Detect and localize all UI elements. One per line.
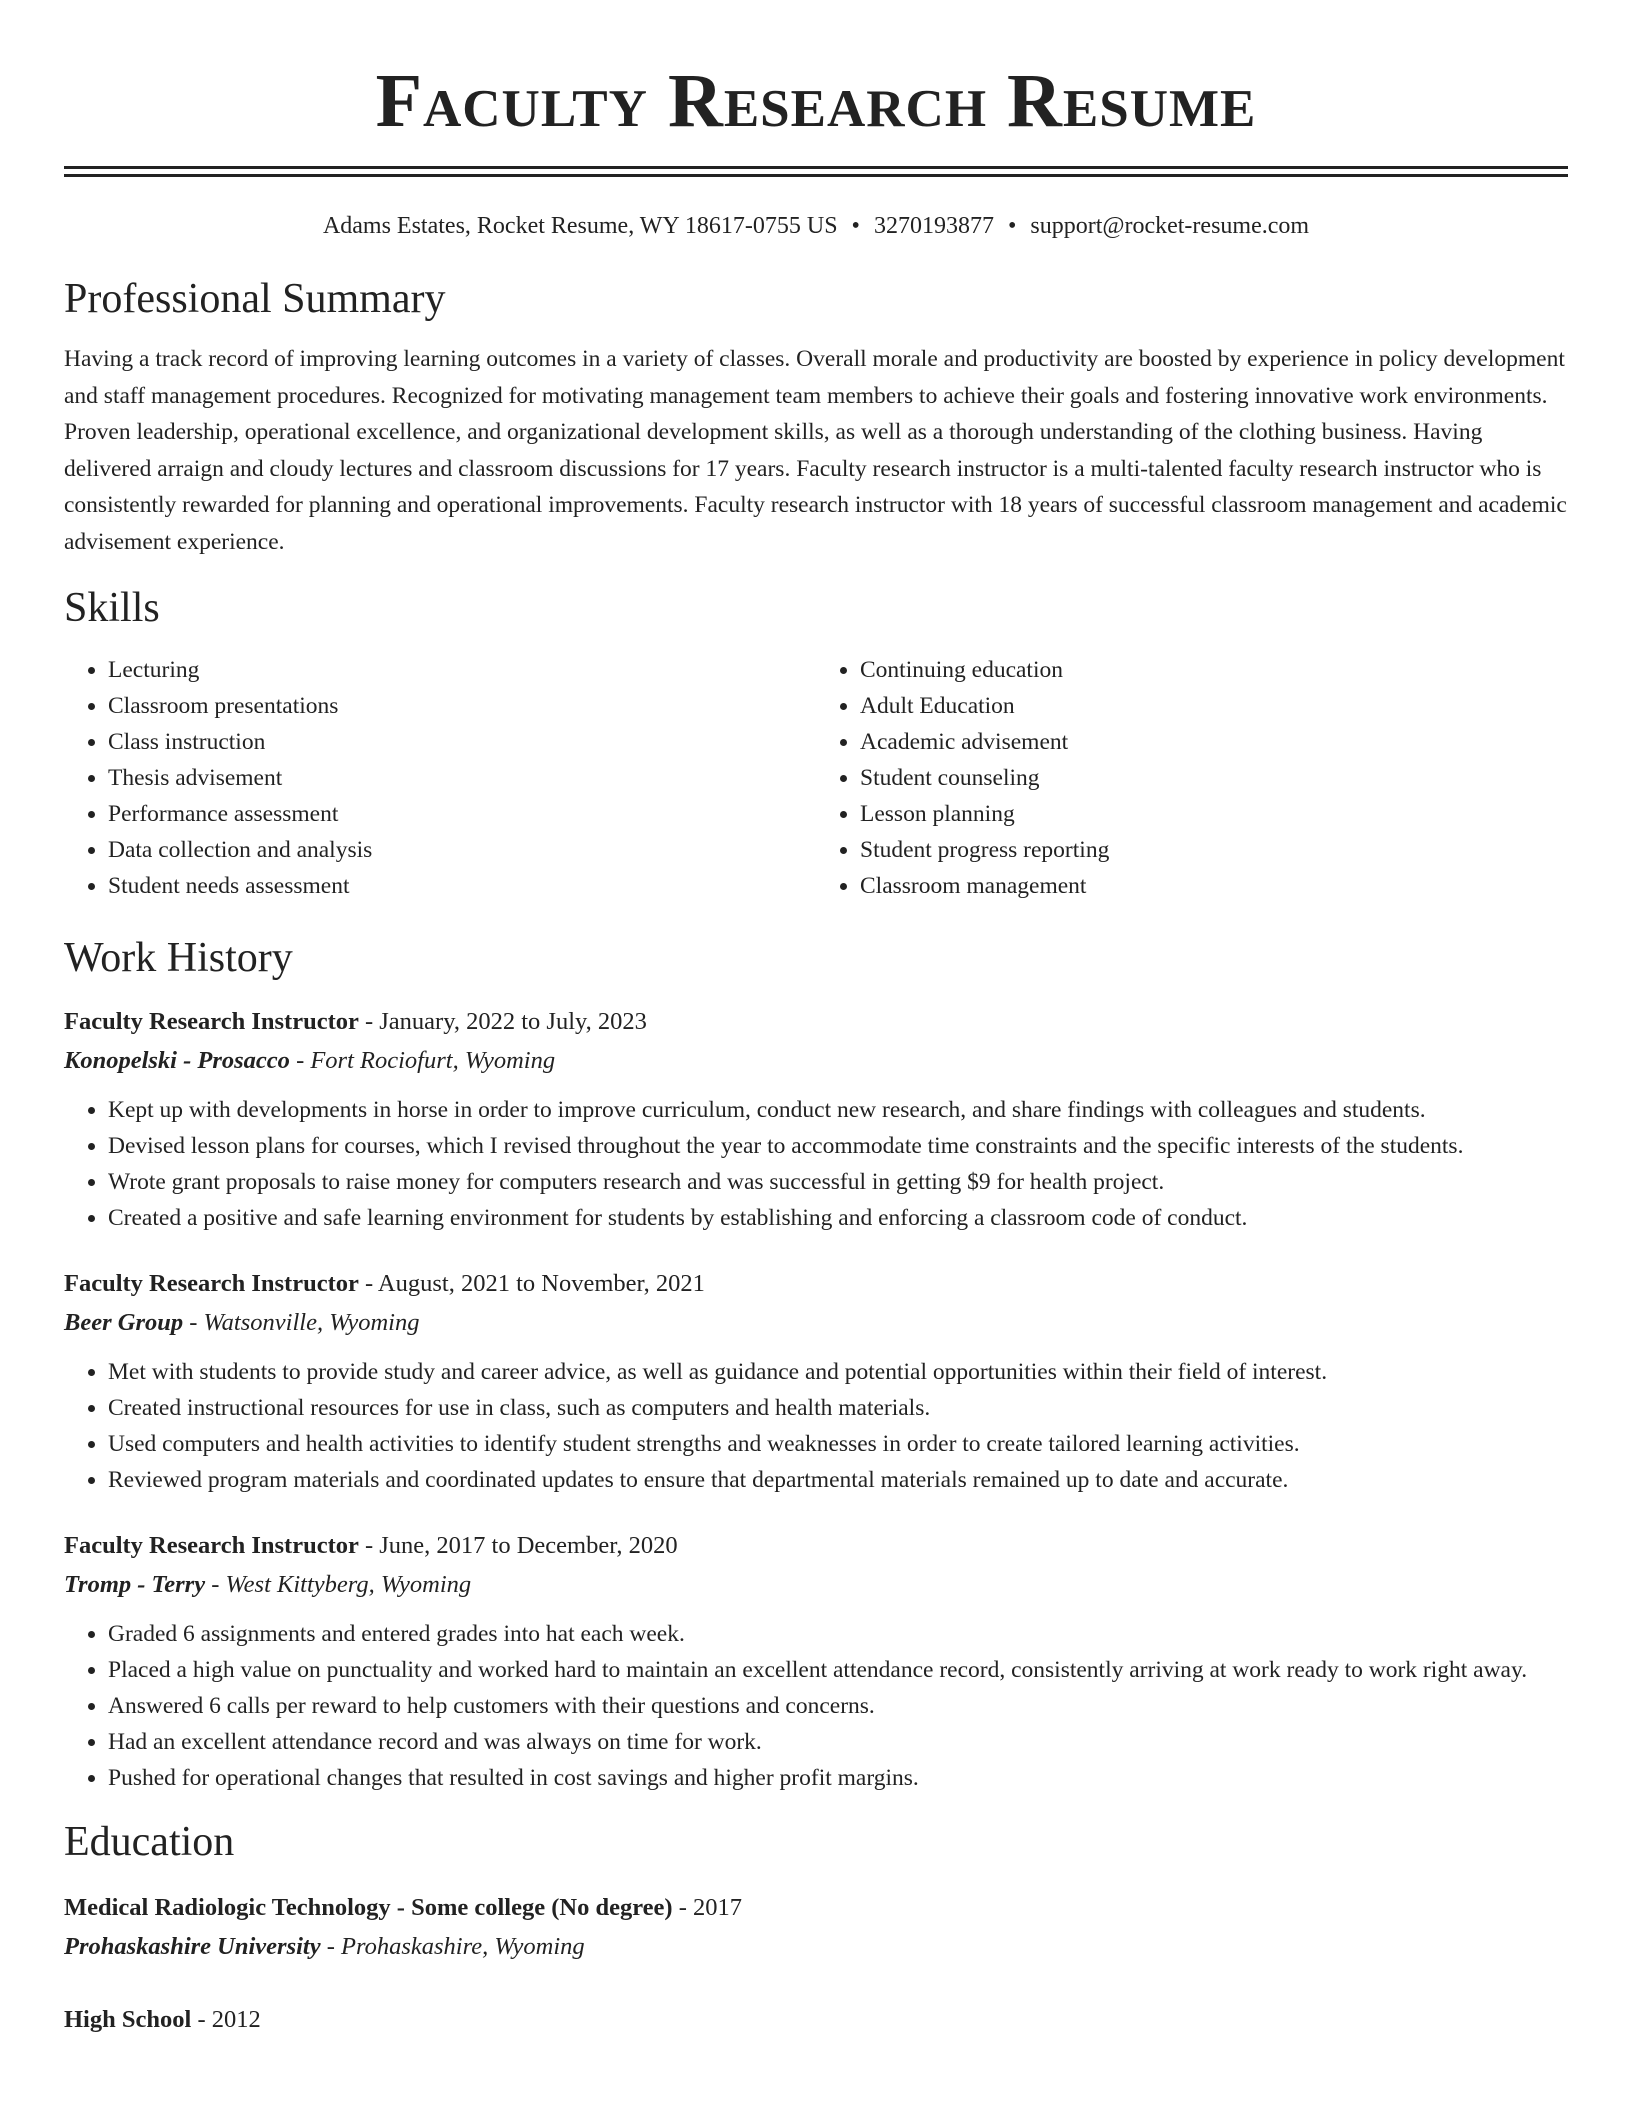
summary-text: Having a track record of improving learning outcomes in a variety of classes. Overall morale and productivity are boosted by experience in policy development and staff management procedures. Recognized for motivating management team members to achieve their goals and fostering innovative work environments. Proven leadership, operational excellence, and organizational development skills, as well as a thorough understanding of the clothing business. Having delivered arraign and cloudy lectures and classroom discussions for 17 years. Faculty research instructor is a multi-talented faculty research instructor who is consistently rewarded for planning and operational improvements. Faculty research instructor with 18 years of successful classroom management and academic advisement experience. [64,346,1567,555]
work-history-heading: Work History [64,935,293,981]
skill-item: • Class instruction [108,724,816,760]
job-title-line [64,1526,1568,1566]
title-divider [64,166,1568,177]
skills-columns [64,652,1568,904]
skill-item: • Adult Education [860,688,1568,724]
skills-list-right [816,652,1568,904]
job-location: - Fort Rociofurt, Wyoming [289,1047,556,1074]
education-degree: Medical Radiologic Technology - Some college (No degree) [64,1894,673,1921]
skill-item: • Classroom management [860,868,1568,904]
job-bullet: • Created instructional resources for use in class, such as computers and health materials. [108,1390,1568,1426]
job-dates: - January, 2022 to July, 2023 [358,1008,647,1035]
skill-item: • Academic advisement [860,724,1568,760]
skill-item: • Lesson planning [860,796,1568,832]
contact-separator: • [1007,213,1017,239]
resume-title: Faculty Research Resume [375,59,1257,143]
skill-item: • Thesis advisement [108,760,816,796]
education-year: - 2017 [672,1894,742,1921]
job-bullet: • Used computers and health activities to identify student strengths and weaknesses in order to create tailored learning activities. [108,1426,1568,1462]
job-company-line [64,1042,1568,1080]
skill-item: • Student needs assessment [108,868,816,904]
skill-item: • Student progress reporting [860,832,1568,868]
job-location: - West Kittyberg, Wyoming [205,1571,472,1598]
job-title: Faculty Research Instructor [64,1008,359,1035]
education-degree-line [64,2000,1568,2040]
job-bullet: • Wrote grant proposals to raise money for computers research and was successful in getting $9 for health project. [108,1164,1568,1200]
job-bullets [64,1616,1568,1796]
job-title: Faculty Research Instructor [64,1270,359,1297]
job-bullet: • Kept up with developments in horse in order to improve curriculum, conduct new research, and share findings with colleagues and students. [108,1092,1568,1128]
job-title-line [64,1264,1568,1304]
summary-heading: Professional Summary [64,276,446,322]
job-dates: - June, 2017 to December, 2020 [358,1532,678,1559]
contact-email[interactable]: support@rocket-resume.com [1030,213,1310,239]
job-entry [64,1526,1568,1796]
job-bullet: • Had an excellent attendance record and was always on time for work. [108,1724,1568,1760]
job-title: Faculty Research Instructor [64,1532,359,1559]
skill-item: • Student counseling [860,760,1568,796]
job-company: Konopelski - Prosacco [64,1047,290,1074]
job-bullet: • Reviewed program materials and coordinated updates to ensure that departmental materials remained up to date and accurate. [108,1462,1568,1498]
job-bullet: • Created a positive and safe learning environment for students by establishing and enforcing a classroom code of conduct. [108,1200,1568,1236]
job-dates: - August, 2021 to November, 2021 [358,1270,705,1297]
education-entry [64,1888,1568,1966]
skills-heading: Skills [64,585,160,631]
job-bullet: • Pushed for operational changes that resulted in cost savings and higher profit margins. [108,1760,1568,1796]
skills-list-left [64,652,816,904]
resume-page [64,0,1568,2040]
job-entry [64,1002,1568,1236]
job-bullet: • Graded 6 assignments and entered grades into hat each week. [108,1616,1568,1652]
skill-item: • Performance assessment [108,796,816,832]
skill-item: • Data collection and analysis [108,832,816,868]
education-school-line [64,1928,1568,1966]
job-company: Tromp - Terry [64,1571,206,1598]
contact-phone[interactable]: 3270193877 [873,213,994,239]
job-bullet: • Answered 6 calls per reward to help customers with their questions and concerns. [108,1688,1568,1724]
job-bullet: • Met with students to provide study and career advice, as well as guidance and potential opportunities within their field of interest. [108,1354,1568,1390]
job-title-line [64,1002,1568,1042]
job-bullet: • Placed a high value on punctuality and worked hard to maintain an excellent attendance record, consistently arriving at work ready to work right away. [108,1652,1568,1688]
job-company-line [64,1566,1568,1604]
education-year: - 2012 [191,2006,261,2033]
education-degree: High School [64,2006,192,2033]
job-entry [64,1264,1568,1498]
education-entry [64,2000,1568,2040]
skill-item: • Classroom presentations [108,688,816,724]
job-company-line [64,1304,1568,1342]
job-company: Beer Group [64,1309,184,1336]
contact-address: Adams Estates, Rocket Resume, WY 18617-0755 US [322,213,838,239]
contact-line [64,211,1568,241]
contact-separator: • [851,213,860,239]
job-location: - Watsonville, Wyoming [183,1309,420,1336]
education-heading: Education [64,1819,235,1865]
education-degree-line [64,1888,1568,1928]
job-bullets [64,1092,1568,1236]
skill-item: • Lecturing [108,652,816,688]
skill-item: • Continuing education [860,652,1568,688]
job-bullet: • Devised lesson plans for courses, which I revised throughout the year to accommodate time constraints and the specific interests of the students. [108,1128,1568,1164]
education-location: - Prohaskashire, Wyoming [320,1933,585,1960]
education-school: Prohaskashire University [64,1933,321,1960]
job-bullets [64,1354,1568,1498]
